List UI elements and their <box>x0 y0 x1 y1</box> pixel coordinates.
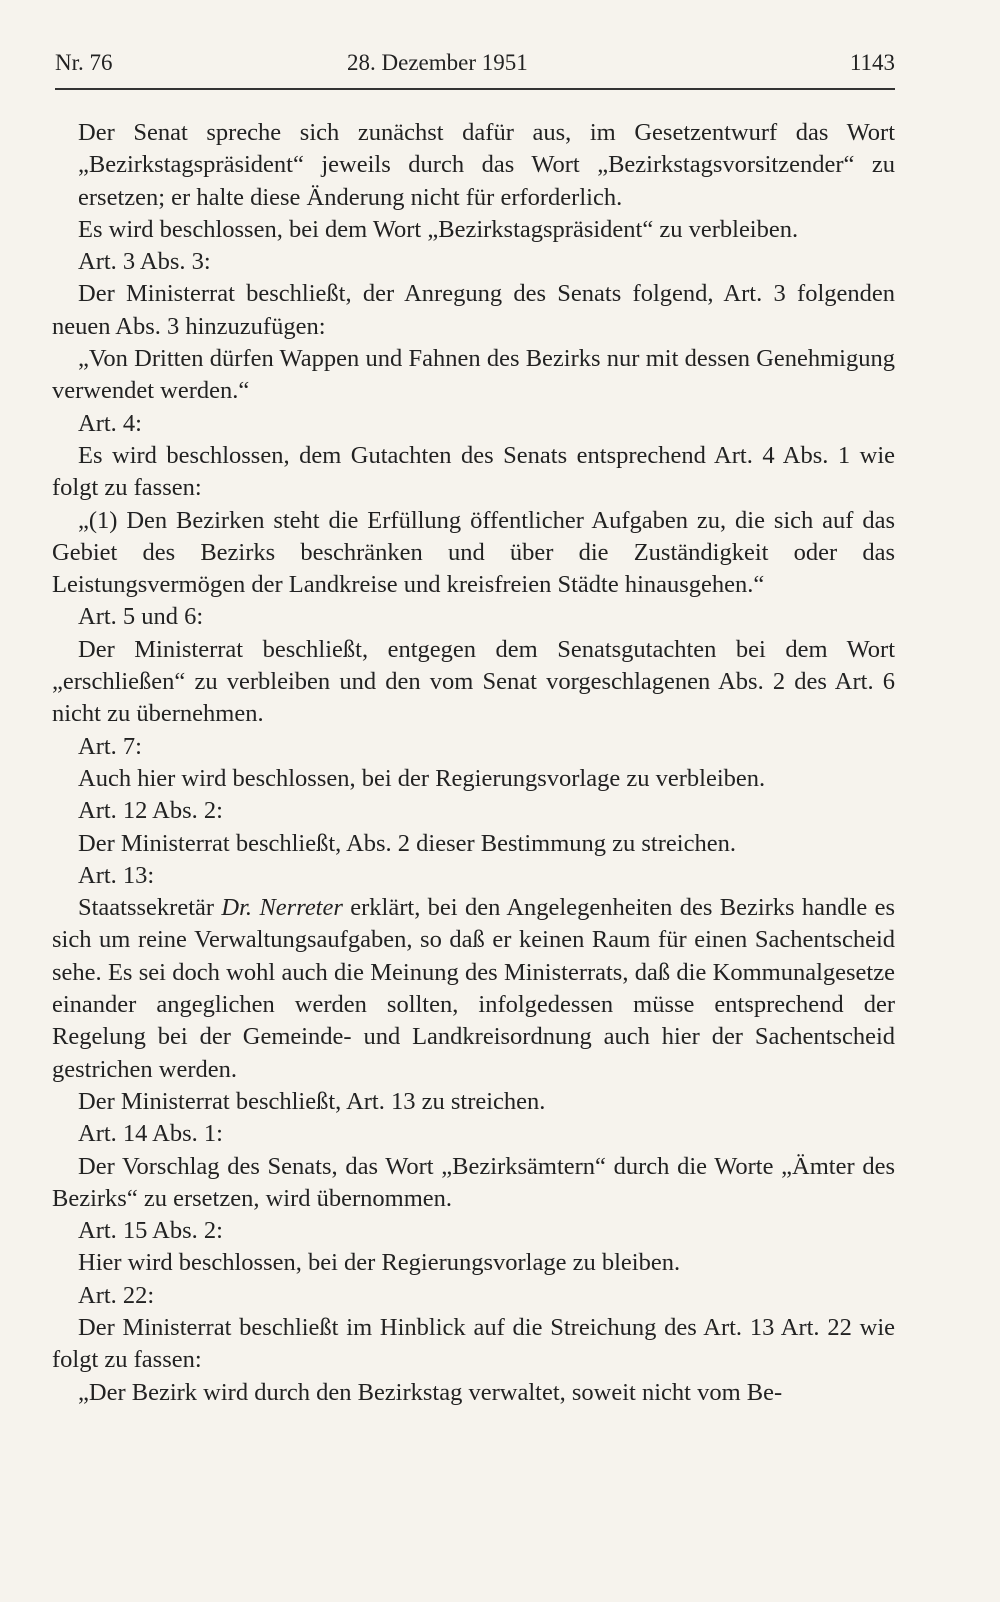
paragraph: Auch hier wird beschlossen, bei der Regierungsvorlage zu verbleiben. <box>78 764 766 792</box>
issue-date: 28. Dezember 1951 <box>347 50 528 75</box>
body-text <box>52 117 895 1409</box>
paragraph: Es wird beschlossen, bei dem Wort „Bezirkstagspräsident“ zu verbleiben. <box>78 215 799 243</box>
paragraph: Der Ministerrat beschließt, der Anregung des Senats folgend, Art. 3 folgenden neuen Abs. 3 hinzuzufügen: <box>52 280 895 340</box>
article-heading: Art. 15 Abs. 2: <box>78 1217 223 1245</box>
paragraph: Der Senat spreche sich zunächst dafür aus, im Gesetzentwurf das Wort „Bezirkstagspräsident“ jeweils durch das Wort „Bezirkstagsvorsitzender“ zu ersetzen; er halte diese Änderung nicht für erforderlich. <box>78 119 895 211</box>
speaker-name: Nerreter <box>259 894 343 922</box>
article-heading: Art. 13: <box>78 861 155 889</box>
article-heading: Art. 4: <box>78 409 142 437</box>
paragraph-text: erklärt, bei den Angelegenheiten des Bezirks handle es sich um reine Verwaltungsaufgaben, so daß er keinen Raum für einen Sachentscheid sehe. Es sei doch wohl auch die Meinung des Ministerrats, daß die Kommunalgesetze einander angeglichen werden sollten, infolgedessen müsse entsprechend der Regelung bei der Gemeinde- und Landkreisordnung auch hier der Sachentscheid gestrichen werden. <box>52 894 895 1083</box>
article-heading: Art. 22: <box>78 1281 155 1309</box>
paragraph: „Der Bezirk wird durch den Bezirkstag verwaltet, soweit nicht vom Be- <box>78 1378 783 1406</box>
page-header <box>55 50 895 84</box>
paragraph: „(1) Den Bezirken steht die Erfüllung öffentlicher Aufgaben zu, die sich auf das Gebiet des Bezirks beschränken und über die Zuständigkeit oder das Leistungsvermögen der Landkreise und kreisfreien Städte hinausgehen.“ <box>52 506 895 599</box>
paragraph: Der Ministerrat beschließt im Hinblick auf die Streichung des Art. 13 Art. 22 wie folgt zu fassen: <box>52 1313 895 1374</box>
page-number: 1143 <box>849 50 895 75</box>
paragraph: Der Ministerrat beschließt, entgegen dem Senatsgutachten bei dem Wort „erschließen“ zu verbleiben und den vom Senat vorgeschlagenen Abs. 2 des Art. 6 nicht zu übernehmen. <box>52 635 895 728</box>
article-heading: Art. 7: <box>78 732 142 760</box>
article-heading: Art. 5 und 6: <box>78 603 204 631</box>
paragraph: Der Ministerrat beschließt, Abs. 2 dieser Bestimmung zu streichen. <box>78 829 736 857</box>
article-heading: Art. 14 Abs. 1: <box>78 1120 223 1148</box>
paragraph-text: Staatssekretär <box>78 894 222 922</box>
paragraph: Hier wird beschlossen, bei der Regierungsvorlage zu bleiben. <box>78 1249 681 1277</box>
paragraph: Der Ministerrat beschließt, Art. 13 zu streichen. <box>78 1087 546 1115</box>
issue-number: Nr. 76 <box>55 50 113 75</box>
header-rule <box>55 88 895 90</box>
paragraph: Der Vorschlag des Senats, das Wort „Bezirksämtern“ durch die Worte „Ämter des Bezirks“ zu ersetzen, wird übernommen. <box>52 1152 895 1212</box>
article-heading: Art. 3 Abs. 3: <box>78 248 211 276</box>
paragraph: „Von Dritten dürfen Wappen und Fahnen des Bezirks nur mit dessen Genehmigung verwendet werden.“ <box>52 345 895 405</box>
paragraph: Es wird beschlossen, dem Gutachten des Senats entsprechend Art. 4 Abs. 1 wie folgt zu fassen: <box>52 441 895 502</box>
paragraph <box>52 892 895 1086</box>
speaker-title: Dr. <box>221 894 253 922</box>
article-heading: Art. 12 Abs. 2: <box>78 797 223 825</box>
